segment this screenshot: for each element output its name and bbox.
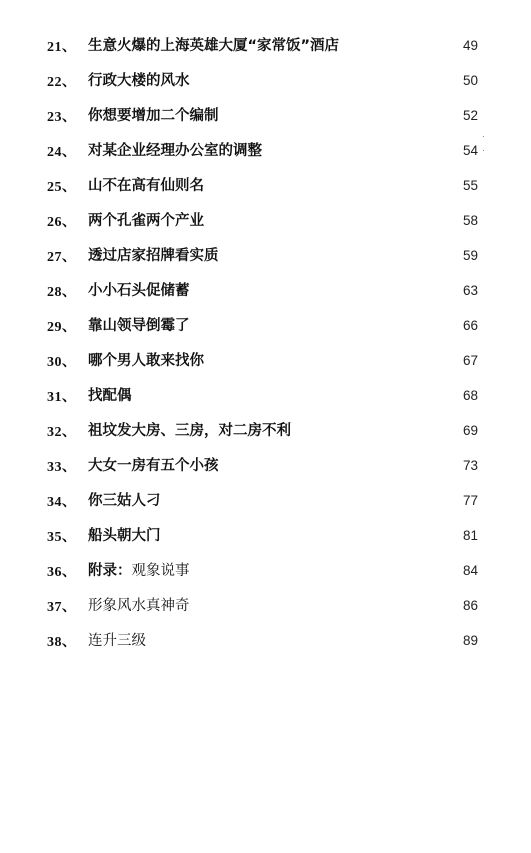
entry-title-line	[88, 314, 453, 335]
entry-number: 21、	[47, 40, 77, 55]
entry-page-number: 69	[462, 423, 478, 438]
toc-entry-29[interactable]	[0, 310, 531, 345]
table-of-contents	[0, 30, 531, 660]
toc-entry-37[interactable]	[0, 590, 531, 625]
dot-leader	[293, 421, 453, 435]
entry-number: 24、	[47, 145, 77, 160]
entry-title-line	[88, 209, 453, 230]
entry-number: 35、	[47, 530, 77, 545]
dot-leader	[221, 456, 454, 470]
dot-leader	[192, 281, 454, 295]
entry-title: 大女一房有五个小孩	[88, 458, 219, 474]
entry-title-line	[88, 349, 453, 370]
dot-leader	[163, 491, 454, 505]
toc-entry-36[interactable]	[0, 555, 531, 590]
entry-title-line	[88, 594, 453, 615]
entry-title-line	[88, 104, 453, 125]
entry-page-number: 77	[462, 493, 478, 508]
entry-number: 30、	[47, 355, 77, 370]
dot-leader	[148, 631, 453, 645]
entry-title-line	[88, 524, 453, 545]
entry-page-number: 66	[462, 318, 478, 333]
toc-entry-35[interactable]	[0, 520, 531, 555]
entry-number: 34、	[47, 495, 77, 510]
toc-entry-24[interactable]	[0, 135, 531, 170]
toc-entry-23[interactable]	[0, 100, 531, 135]
entry-title-line	[88, 139, 453, 160]
entry-title-line	[88, 174, 453, 195]
entry-number: 23、	[47, 110, 77, 125]
dot-leader	[264, 141, 453, 155]
entry-number: 25、	[47, 180, 77, 195]
entry-number: 37、	[47, 600, 77, 615]
entry-number: 31、	[47, 390, 77, 405]
entry-title: 连升三级	[88, 633, 146, 649]
entry-title: 生意火爆的上海英雄大厦“家常饭”酒店	[88, 38, 340, 54]
entry-number: 38、	[47, 635, 77, 650]
entry-title: 两个孔雀两个产业	[88, 213, 204, 229]
entry-number: 29、	[47, 320, 77, 335]
entry-page-number: 55	[462, 178, 478, 193]
entry-number: 32、	[47, 425, 77, 440]
entry-title: 船头朝大门	[88, 528, 161, 544]
entry-number: 33、	[47, 460, 77, 475]
toc-entry-33[interactable]	[0, 450, 531, 485]
entry-number: 36、	[47, 565, 77, 580]
entry-page-number: 49	[462, 38, 478, 53]
dot-leader	[206, 351, 453, 365]
entry-number: 27、	[47, 250, 77, 265]
entry-page-number: 86	[462, 598, 478, 613]
toc-entry-31[interactable]	[0, 380, 531, 415]
dot-leader	[163, 526, 454, 540]
entry-page-number: 59	[462, 248, 478, 263]
scan-speck	[483, 150, 484, 151]
entry-title: 行政大楼的风水	[88, 73, 190, 89]
dot-leader	[192, 71, 454, 85]
scan-speck	[483, 136, 484, 137]
entry-title: 对某企业经理办公室的调整	[88, 143, 262, 159]
entry-page-number: 58	[462, 213, 478, 228]
entry-title-line	[88, 629, 453, 650]
dot-leader	[206, 176, 453, 190]
entry-page-number: 84	[462, 563, 478, 578]
appendix-subtitle: 观象说事	[131, 563, 190, 579]
entry-title: 你想要增加二个编制	[88, 108, 219, 124]
entry-page-number: 68	[462, 388, 478, 403]
entry-number: 28、	[47, 285, 77, 300]
dot-leader	[192, 561, 454, 575]
entry-page-number: 73	[462, 458, 478, 473]
entry-page-number: 63	[462, 283, 478, 298]
entry-page-number: 89	[462, 633, 478, 648]
entry-title-line	[88, 384, 453, 405]
toc-entry-32[interactable]	[0, 415, 531, 450]
entry-title: 小小石头促储蓄	[88, 283, 190, 299]
entry-page-number: 52	[462, 108, 478, 123]
entry-page-number: 67	[462, 353, 478, 368]
entry-title-line	[88, 69, 453, 90]
entry-title: 祖坟发大房、三房，对二房不利	[88, 423, 291, 439]
entry-title: 哪个男人敢来找你	[88, 353, 204, 369]
toc-entry-26[interactable]	[0, 205, 531, 240]
dot-leader	[341, 36, 453, 50]
toc-entry-22[interactable]	[0, 65, 531, 100]
dot-leader	[221, 106, 454, 120]
dot-leader	[192, 596, 454, 610]
entry-title: 透过店家招牌看实质	[88, 248, 219, 264]
entry-page-number: 54	[462, 143, 478, 158]
toc-entry-27[interactable]	[0, 240, 531, 275]
entry-page-number: 50	[462, 73, 478, 88]
entry-title-line	[88, 244, 453, 265]
entry-number: 22、	[47, 75, 77, 90]
entry-title	[88, 559, 190, 580]
entry-title-line	[88, 454, 453, 475]
dot-leader	[192, 316, 454, 330]
appendix-label: 附录：	[88, 563, 132, 579]
entry-title-line	[88, 489, 453, 510]
toc-entry-30[interactable]	[0, 345, 531, 380]
dot-leader	[221, 246, 454, 260]
entry-title: 靠山领导倒霉了	[88, 318, 190, 334]
entry-title-line	[88, 34, 453, 55]
toc-entry-21[interactable]	[0, 30, 531, 65]
toc-entry-28[interactable]	[0, 275, 531, 310]
entry-title-line	[88, 419, 453, 440]
dot-leader	[206, 211, 453, 225]
entry-page-number: 81	[462, 528, 478, 543]
entry-title-line	[88, 559, 453, 580]
entry-title-line	[88, 279, 453, 300]
entry-number: 26、	[47, 215, 77, 230]
entry-title: 形象风水真神奇	[88, 598, 190, 614]
entry-title: 山不在高有仙则名	[88, 178, 204, 194]
toc-entry-34[interactable]	[0, 485, 531, 520]
entry-title: 找配偶	[88, 388, 132, 404]
toc-entry-25[interactable]	[0, 170, 531, 205]
dot-leader	[134, 386, 454, 400]
entry-title: 你三姑人刁	[88, 493, 161, 509]
toc-entry-38[interactable]	[0, 625, 531, 660]
